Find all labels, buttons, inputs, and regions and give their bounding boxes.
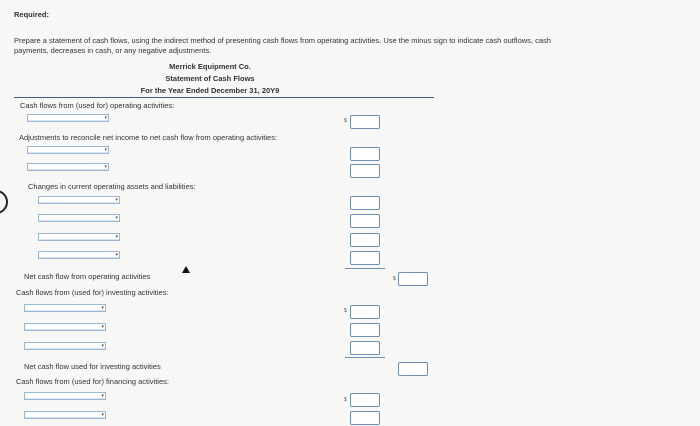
chevron-down-icon: ▾: [115, 215, 118, 221]
chevron-down-icon: ▾: [115, 197, 118, 203]
adjustment-1-select[interactable]: [27, 146, 109, 154]
change-4-select[interactable]: [38, 251, 120, 259]
net-investing-label: Net cash flow used for investing activities: [24, 362, 161, 371]
currency-symbol: $: [344, 118, 347, 124]
chevron-down-icon: ▾: [101, 343, 104, 349]
change-2-amount-input[interactable]: [350, 214, 380, 228]
adjustment-2-select[interactable]: [27, 163, 109, 171]
operating-activities-label: Cash flows from (used for) operating activities:: [20, 101, 175, 110]
adjustments-label: Adjustments to reconcile net income to net cash flow from operating activities:: [19, 133, 278, 142]
currency-symbol: $: [393, 276, 396, 282]
mouse-pointer-icon: [182, 266, 190, 273]
financing-1-select[interactable]: [24, 392, 106, 400]
investing-subtotal-rule: [345, 357, 385, 358]
adjustment-2-amount-input[interactable]: [350, 164, 380, 178]
investing-3-amount-input[interactable]: [350, 341, 380, 355]
currency-symbol: $: [344, 308, 347, 314]
net-investing-amount-input[interactable]: [398, 362, 428, 376]
statement-header-rule: [14, 97, 434, 98]
change-2-select[interactable]: [38, 214, 120, 222]
currency-symbol: $: [344, 397, 347, 403]
financing-1-amount-input[interactable]: [350, 393, 380, 407]
changes-current-assets-label: Changes in current operating assets and liabilities:: [28, 182, 196, 191]
investing-3-select[interactable]: [24, 342, 106, 350]
investing-2-select[interactable]: [24, 323, 106, 331]
change-4-amount-input[interactable]: [350, 251, 380, 265]
investing-1-select[interactable]: [24, 304, 106, 312]
chevron-down-icon: ▾: [104, 164, 107, 170]
statement-title: Statement of Cash Flows: [165, 74, 255, 83]
investing-1-amount-input[interactable]: [350, 305, 380, 319]
change-1-select[interactable]: [38, 196, 120, 204]
chevron-down-icon: ▾: [104, 115, 107, 121]
investing-activities-label: Cash flows from (used for) investing activities:: [16, 288, 169, 297]
chevron-down-icon: ▾: [101, 305, 104, 311]
chevron-down-icon: ▾: [115, 252, 118, 258]
required-heading: Required:: [14, 10, 50, 19]
net-income-select[interactable]: [27, 114, 109, 122]
change-3-select[interactable]: [38, 233, 120, 241]
statement-period: For the Year Ended December 31, 20Y9: [140, 86, 280, 95]
instructions-line-1: Prepare a statement of cash flows, using the indirect method of presenting cash flows from operating activities. Use the minus sign to indicate cash outflows, cash: [14, 36, 551, 45]
instructions-line-2: payments, decreases in cash, or any negative adjustments.: [14, 46, 212, 55]
adjustment-1-amount-input[interactable]: [350, 147, 380, 161]
company-name: Merrick Equipment Co.: [169, 62, 251, 71]
financing-2-select[interactable]: [24, 411, 106, 419]
net-operating-amount-input[interactable]: [398, 272, 428, 286]
change-1-amount-input[interactable]: [350, 196, 380, 210]
chevron-down-icon: ▾: [101, 412, 104, 418]
chevron-down-icon: ▾: [101, 324, 104, 330]
financing-activities-label: Cash flows from (used for) financing activities:: [16, 377, 169, 386]
investing-2-amount-input[interactable]: [350, 323, 380, 337]
change-3-amount-input[interactable]: [350, 233, 380, 247]
net-income-amount-input[interactable]: [350, 115, 380, 129]
chevron-down-icon: ▾: [115, 234, 118, 240]
net-operating-label: Net cash flow from operating activities: [24, 272, 151, 281]
chevron-down-icon: ▾: [101, 393, 104, 399]
subtotal-rule: [345, 268, 385, 269]
page-edge-control[interactable]: [0, 190, 8, 214]
financing-2-amount-input[interactable]: [350, 411, 380, 425]
chevron-down-icon: ▾: [104, 147, 107, 153]
